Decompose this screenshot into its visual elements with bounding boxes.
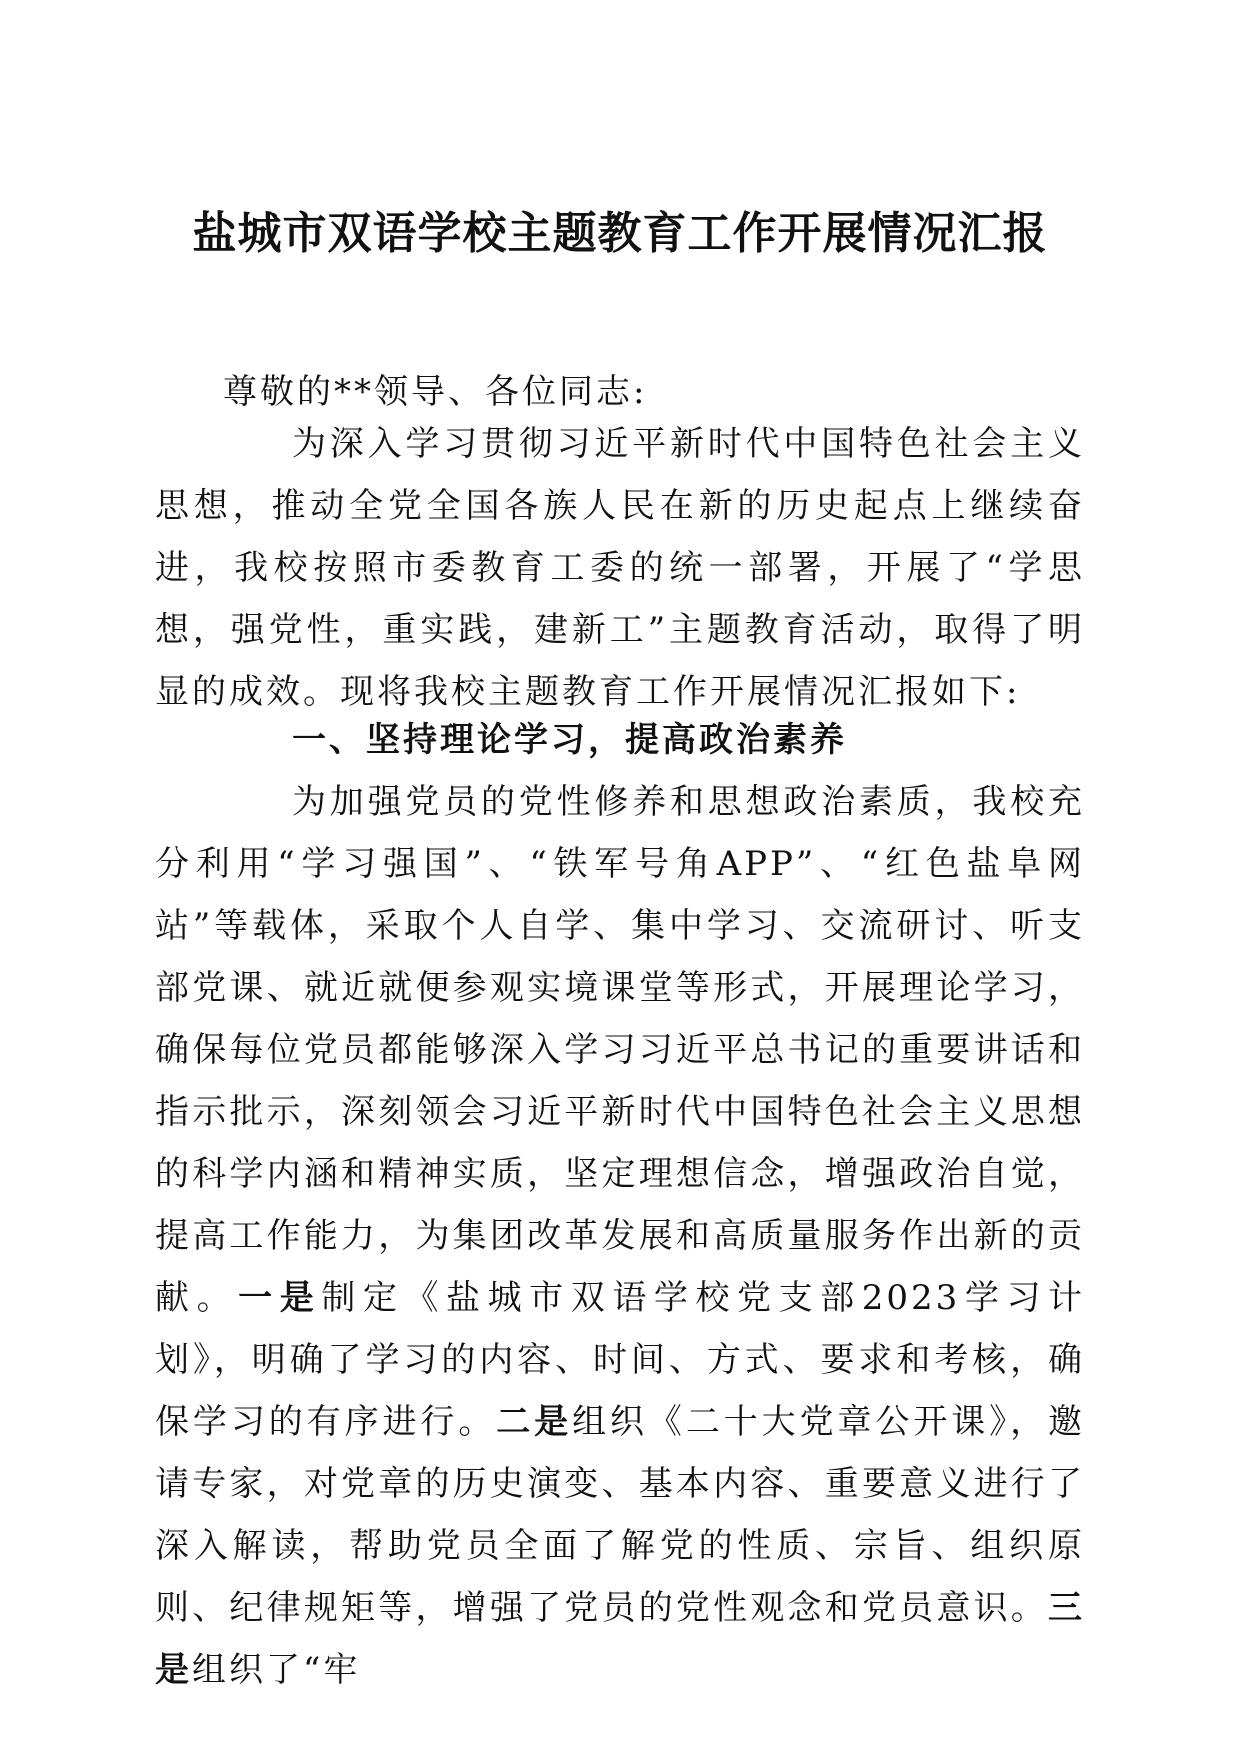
document-title: 盐城市双语学校主题教育工作开展情况汇报 xyxy=(192,208,1048,259)
intro-paragraph: 为深入学习贯彻习近平新时代中国特色社会主义思想，推动全党全国各族人民在新的历史起点上继续奋进，我校按照市委教育工委的统一部署，开展了“学思想，强党性，重实践，建新工”主题教育活动，取得了明显的成效。现将我校主题教育工作开展情况汇报如下: xyxy=(155,424,1085,712)
section-1-text-c: 组织《二十大党章公开课》，邀请专家，对党章的历史演变、基本内容、重要意义进行了深入解读，帮助党员全面了解党的性质、宗旨、组织原则、纪律规矩等，增强了党员的党性观念和党员意识。 xyxy=(155,1402,1086,1628)
salutation: 尊敬的**领导、各位同志: xyxy=(223,372,648,412)
keyword-first: 一是 xyxy=(238,1278,322,1318)
section-1-text-b: 制定《盐城市双语学校党支部2023学习计划》，明确了学习的内容、时间、方式、要求和考核，确保学习的有序进行。 xyxy=(155,1278,1086,1442)
keyword-second: 二是 xyxy=(496,1402,573,1442)
section-1-text-a: 为加强党员的党性修养和思想政治素质，我校充分利用“学习强国”、“铁军号角APP”、“红色盐阜网站”等载体，采取个人自学、集中学习、交流研讨、听支部党课、就近就便参观实境课堂等形式，开展理论学习，确保每位党员都能够深入学习习近平总书记的重要讲话和指示批示，深刻领会习近平新时代中国特色社会主义思想的科学内涵和精神实质，坚定理想信念，增强政治自觉，提高工作能力，为集团改革发展和高质量服务作出新的贡献。 xyxy=(155,782,1085,1318)
section-1-text-d: 组织了“牢 xyxy=(192,1650,361,1690)
section-1-paragraph xyxy=(155,771,1085,1701)
keyword-third: 三是 xyxy=(155,1588,1085,1690)
section-heading-1: 一、坚持理论学习，提高政治素养 xyxy=(292,720,847,760)
